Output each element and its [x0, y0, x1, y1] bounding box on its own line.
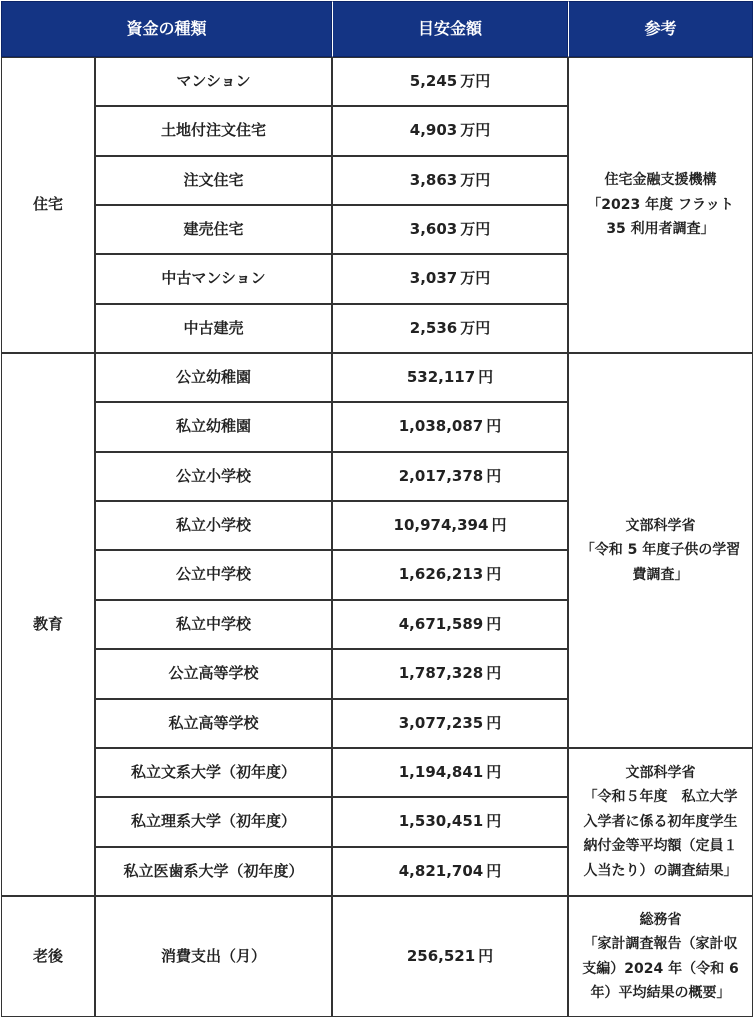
row-item-name: 公立小学校	[95, 452, 332, 501]
amount-value: 256,521	[406, 946, 476, 965]
amount-unit: 円	[486, 466, 502, 485]
amount-unit: 万円	[460, 170, 491, 189]
row-item-name: 公立中学校	[95, 550, 332, 599]
row-amount	[332, 797, 568, 846]
row-amount	[332, 501, 568, 550]
reference-line: 「2023 年度 フラット	[587, 196, 734, 213]
amount-value: 1,787,328	[398, 664, 484, 683]
amount-unit: 円	[486, 812, 502, 831]
amount-value: 1,038,087	[398, 417, 484, 436]
amount-unit: 万円	[460, 318, 491, 337]
reference-line: 年）平均結果の概要」	[590, 985, 731, 1001]
row-item-name: 中古マンション	[95, 254, 332, 303]
amount-unit: 万円	[460, 220, 491, 239]
row-amount	[332, 896, 568, 1017]
row-item-name: マンション	[95, 57, 332, 106]
row-item-name: 私立理系大学（初年度）	[95, 797, 332, 846]
category-housing: 住宅	[1, 57, 95, 353]
amount-value: 532,117	[406, 368, 476, 387]
row-amount	[332, 57, 568, 106]
header-fund-type: 資金の種類	[1, 1, 332, 57]
row-item-name: 私立幼稚園	[95, 402, 332, 451]
reference-line: 「令和 5 年度子供の学習	[580, 542, 741, 559]
amount-unit: 円	[478, 368, 494, 387]
reference-line: 総務省	[639, 911, 682, 928]
reference-line: 住宅金融支援機構	[604, 172, 717, 189]
header-amount: 目安金額	[332, 1, 568, 57]
amount-value: 1,530,451	[398, 812, 484, 831]
row-item-name: 私立高等学校	[95, 699, 332, 748]
row-item-name: 公立高等学校	[95, 649, 332, 698]
row-item-name: 私立医歯系大学（初年度）	[95, 847, 332, 896]
reference-line: 支編）2024 年（令和 6	[582, 960, 739, 977]
reference-line: 35 利用者調査」	[606, 221, 715, 238]
reference-housing	[568, 57, 753, 353]
reference-housing-text	[587, 168, 733, 242]
row-amount	[332, 353, 568, 402]
row-amount	[332, 452, 568, 501]
amount-value: 1,194,841	[398, 762, 484, 781]
amount-unit: 円	[491, 516, 507, 535]
row-item-name: 私立小学校	[95, 501, 332, 550]
reference-line: 費調査」	[632, 566, 689, 583]
row-amount	[332, 649, 568, 698]
amount-value: 5,245	[409, 72, 458, 91]
category-education: 教育	[1, 353, 95, 896]
row-item-name: 建売住宅	[95, 205, 332, 254]
amount-unit: 万円	[460, 121, 491, 140]
reference-line: 入学者に係る初年度学生	[583, 813, 738, 830]
amount-unit: 円	[486, 565, 502, 584]
amount-value: 2,536	[409, 318, 458, 337]
amount-unit: 円	[486, 664, 502, 683]
amount-value: 3,863	[409, 170, 458, 189]
row-amount	[332, 600, 568, 649]
row-amount	[332, 699, 568, 748]
amount-value: 4,671,589	[398, 614, 484, 633]
category-retirement: 老後	[1, 896, 95, 1017]
row-amount	[332, 106, 568, 155]
row-amount	[332, 304, 568, 353]
row-amount	[332, 748, 568, 797]
amount-unit: 円	[486, 762, 502, 781]
row-item-name: 中古建売	[95, 304, 332, 353]
amount-unit: 円	[486, 713, 502, 732]
amount-unit: 円	[486, 614, 502, 633]
header-reference: 参考	[568, 1, 753, 57]
amount-value: 10,974,394	[393, 516, 489, 535]
reference-line: 文部科学省	[625, 517, 696, 534]
amount-unit: 万円	[460, 269, 491, 288]
amount-unit: 円	[486, 417, 502, 436]
amount-unit: 万円	[460, 72, 491, 91]
reference-retirement	[568, 896, 753, 1017]
reference-line: 納付金等平均額（定員１	[583, 838, 738, 855]
row-amount	[332, 847, 568, 896]
fund-table	[1, 1, 753, 1017]
row-item-name: 消費支出（月）	[95, 896, 332, 1017]
amount-value: 1,626,213	[398, 565, 484, 584]
row-item-name: 私立中学校	[95, 600, 332, 649]
amount-value: 4,821,704	[398, 861, 484, 880]
row-amount	[332, 550, 568, 599]
row-amount	[332, 402, 568, 451]
reference-line: 「令和５年度 私立大学	[583, 789, 738, 806]
amount-value: 3,603	[409, 220, 458, 239]
amount-value: 4,903	[409, 121, 458, 140]
amount-unit: 円	[478, 946, 494, 965]
amount-value: 3,037	[409, 269, 458, 288]
reference-education-school-text	[581, 514, 741, 588]
reference-line: 人当たり）の調査結果」	[583, 862, 738, 879]
reference-education-school	[568, 353, 753, 748]
row-amount	[332, 254, 568, 303]
amount-unit: 円	[486, 861, 502, 880]
row-amount	[332, 205, 568, 254]
row-item-name: 私立文系大学（初年度）	[95, 748, 332, 797]
reference-education-university	[568, 748, 753, 896]
reference-line: 文部科学省	[625, 764, 696, 781]
reference-education-university-text	[584, 761, 738, 884]
reference-retirement-text	[582, 908, 738, 1006]
reference-line: 「家計調査報告（家計収	[583, 936, 738, 952]
row-item-name: 注文住宅	[95, 156, 332, 205]
amount-value: 3,077,235	[398, 713, 484, 732]
row-item-name: 土地付注文住宅	[95, 106, 332, 155]
amount-value: 2,017,378	[398, 466, 484, 485]
row-item-name: 公立幼稚園	[95, 353, 332, 402]
row-amount	[332, 156, 568, 205]
